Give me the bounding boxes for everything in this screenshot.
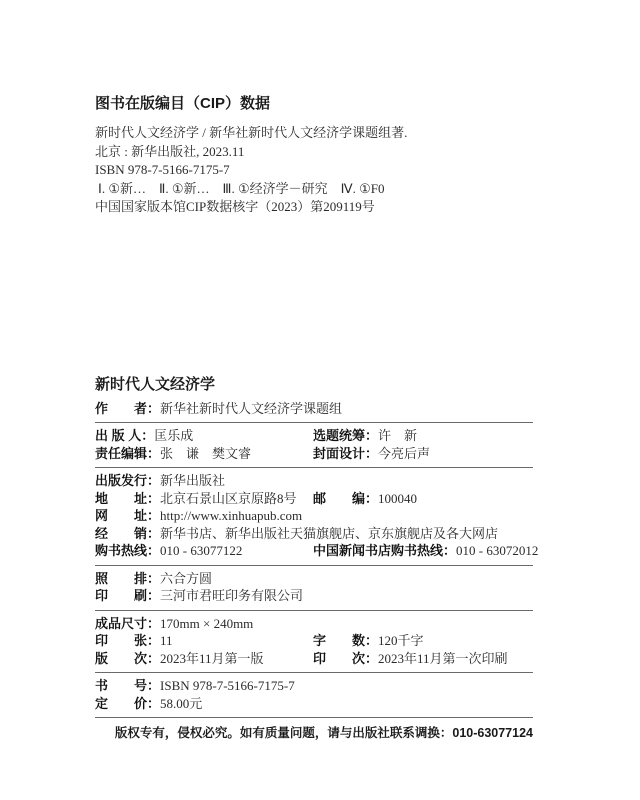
row-value: 北京石景山区京原路8号 [160, 490, 297, 506]
row-label: 经 销： [95, 525, 161, 541]
typesetting-row [95, 570, 533, 588]
row-label: 地 址： [95, 490, 161, 506]
row-value: 新华社新时代人文经济学课题组 [160, 400, 343, 416]
row-value: 许 新 [378, 428, 418, 443]
isbn-price-section [95, 673, 533, 718]
row-value: 新华出版社 [160, 473, 226, 488]
row-label: 封面设计： [313, 445, 379, 461]
cip-line-publisher: 北京 : 新华出版社, 2023.11 [95, 143, 245, 159]
row-value: 三河市君旺印务有限公司 [160, 588, 304, 603]
sheets-row [95, 632, 533, 650]
row-value: 170mm × 240mm [160, 615, 254, 631]
trim-size-row [95, 615, 533, 633]
author-row [95, 400, 533, 418]
book-title: 新时代人文经济学 [95, 375, 216, 393]
publisher-distribution-row [95, 472, 533, 490]
row-label: 成品尺寸： [95, 615, 161, 631]
row-value: ISBN 978-7-5166-7175-7 [160, 678, 295, 693]
row-label: 作 者： [95, 400, 161, 416]
row-value: 张 谦 樊文睿 [160, 445, 252, 461]
row-label: 字 数： [313, 633, 379, 648]
hotline-row [95, 542, 539, 560]
address-row [95, 490, 533, 508]
format-section [95, 611, 533, 674]
row-label: 出版发行： [95, 473, 161, 488]
row-label: 责任编辑： [95, 445, 161, 461]
retailers-row [95, 525, 533, 543]
row-label: 印 次： [313, 650, 379, 666]
page-content [95, 0, 539, 742]
cip-line-title-statement: 新时代人文经济学 / 新华社新时代人文经济学课题组著. [95, 125, 408, 140]
row-label: 书 号： [95, 678, 161, 693]
edition-row [95, 650, 533, 668]
distribution-section [95, 468, 539, 566]
cip-block [95, 94, 533, 217]
row-value: 2023年11月第一版 [160, 650, 264, 666]
row-label: 邮 编： [313, 490, 379, 506]
printing-section [95, 566, 533, 611]
row-label: 印 刷： [95, 588, 161, 603]
row-value: 100040 [378, 490, 418, 506]
row-value: 匡乐成 [154, 428, 194, 443]
copyright-notice: 版权专有，侵权必究。如有质量问题，请与出版社联系调换：010-63077124 [114, 726, 533, 740]
row-label: 定 价： [95, 695, 161, 711]
row-value: 120千字 [378, 633, 424, 648]
row-value: 今亮后声 [378, 445, 431, 461]
cip-line-classification: Ⅰ. ①新… Ⅱ. ①新… Ⅲ. ①经济学－研究 Ⅳ. ①F0 [98, 180, 385, 196]
row-label: 网 址： [95, 508, 161, 523]
row-label: 版 次： [95, 650, 161, 666]
row-value: 11 [160, 633, 173, 648]
title-section [95, 375, 533, 424]
row-label: 中国新闻书店购书热线： [313, 543, 457, 558]
publisher-row [95, 427, 533, 445]
row-value: 58.00元 [160, 695, 203, 711]
price-row [95, 695, 533, 713]
website-url: http://www.xinhuapub.com [160, 508, 303, 523]
row-label: 照 排： [95, 570, 161, 586]
row-label: 印 张： [95, 633, 161, 648]
cip-line-registration-number: 中国国家版本馆CIP数据核字（2023）第209119号 [95, 199, 375, 214]
editor-row [95, 445, 533, 463]
row-label: 购书热线： [95, 543, 161, 558]
row-value: 010 - 63072012 [456, 543, 539, 558]
row-label: 选题统筹： [313, 428, 379, 443]
cip-line-isbn: ISBN 978-7-5166-7175-7 [95, 162, 230, 177]
colophon [95, 375, 539, 743]
isbn-row [95, 677, 533, 695]
staff-section [95, 423, 533, 468]
row-value: 2023年11月第一次印刷 [378, 650, 508, 666]
website-row [95, 507, 533, 525]
row-label: 出 版 人： [95, 428, 155, 443]
printer-row [95, 587, 533, 605]
row-value: 010 - 63077122 [160, 543, 243, 558]
row-value: 六合方圆 [160, 570, 213, 586]
cip-header: 图书在版编目（CIP）数据 [95, 95, 271, 112]
row-value: 新华书店、新华出版社天猫旗舰店、京东旗舰店及各大网店 [160, 525, 499, 541]
